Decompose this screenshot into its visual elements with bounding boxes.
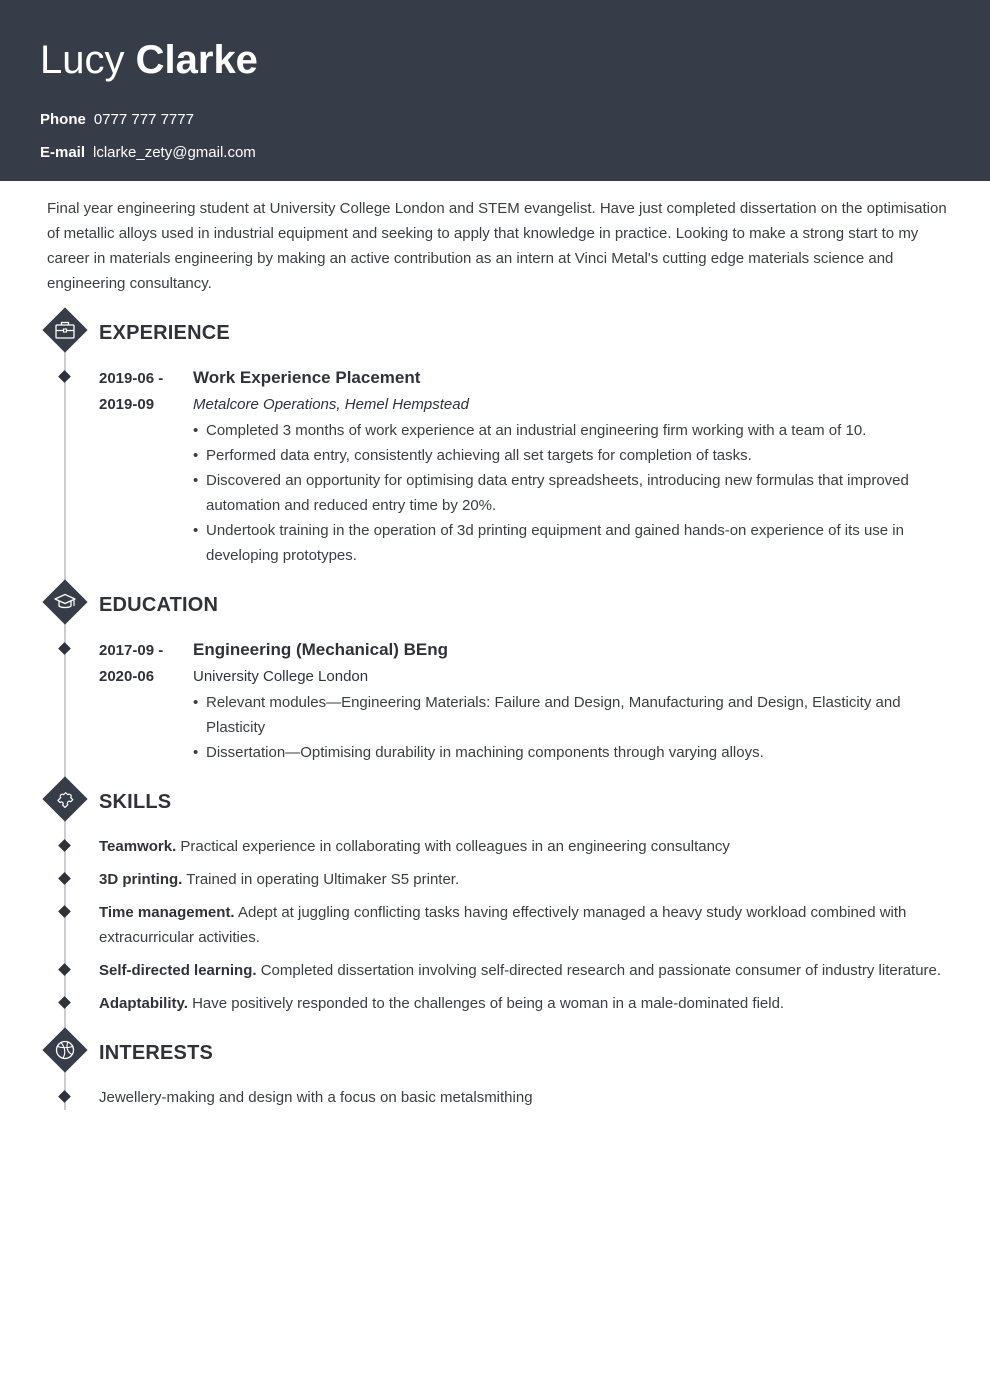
phone-label: Phone bbox=[40, 111, 86, 128]
job-title: Work Experience Placement bbox=[193, 368, 421, 387]
email-label: E-mail bbox=[40, 144, 86, 161]
skill-item bbox=[99, 991, 949, 1016]
list-item: • Performed data entry, consistently achieving all set targets for completion of tasks. bbox=[193, 443, 933, 468]
skill-marker bbox=[58, 872, 71, 885]
resume-header bbox=[0, 0, 990, 181]
education-date bbox=[99, 638, 163, 690]
interest-marker bbox=[58, 1090, 71, 1103]
list-item: • Dissertation—Optimising durability in machining components through varying alloys. bbox=[193, 740, 933, 765]
skill-name: Time management. bbox=[99, 904, 235, 921]
education-bullets bbox=[193, 690, 933, 765]
list-item: • Completed 3 months of work experience at an industrial engineering firm working with a team of 10. bbox=[193, 418, 933, 443]
phone-row bbox=[40, 110, 194, 130]
list-item: • Relevant modules—Engineering Materials: Failure and Design, Manufacturing and Design, Elasticity and Plasticity bbox=[193, 690, 933, 740]
skill-desc: Trained in operating Ultimaker S5 printer. bbox=[186, 871, 460, 888]
date-start: 2019-06 - bbox=[99, 370, 164, 387]
skill-name: Teamwork. bbox=[99, 838, 177, 855]
profile-summary: Final year engineering student at University College London and STEM evangelist. Have just completed dissertation on the optimisation of metallic alloys used in industrial equipment and seeking to apply that knowledge in practice. Looking to make a strong start to my career in materials engineering by making an active contribution as an intern at Vinci Metal's cutting edge materials science and engineering consultancy. bbox=[47, 200, 947, 292]
skills-heading: SKILLS bbox=[99, 791, 172, 813]
skill-desc: Completed dissertation involving self-directed research and passionate consumer of industry literature. bbox=[260, 962, 942, 979]
skill-name: Self-directed learning. bbox=[99, 962, 257, 979]
skill-name: Adaptability. bbox=[99, 995, 188, 1012]
experience-date bbox=[99, 366, 163, 418]
timeline-line bbox=[64, 330, 66, 1110]
email-row bbox=[40, 143, 256, 163]
skill-desc: Adept at juggling conflicting tasks having effectively managed a heavy study workload combined with extracurricular activities. bbox=[99, 904, 907, 946]
date-end: 2020-06 bbox=[99, 668, 155, 685]
experience-heading: EXPERIENCE bbox=[99, 322, 230, 344]
education-heading: EDUCATION bbox=[99, 594, 219, 616]
skill-item bbox=[99, 958, 949, 983]
skill-marker bbox=[58, 963, 71, 976]
experience-bullets bbox=[193, 418, 933, 568]
phone-value[interactable]: 0777 777 7777 bbox=[93, 111, 194, 128]
skill-item bbox=[99, 834, 949, 859]
employer: Metalcore Operations, Hemel Hempstead bbox=[193, 396, 469, 413]
date-end: 2019-09 bbox=[99, 396, 155, 413]
skill-desc: Have positively responded to the challenges of being a woman in a male-dominated field. bbox=[192, 995, 785, 1012]
skill-marker bbox=[58, 905, 71, 918]
email-value[interactable]: lclarke_zety@gmail.com bbox=[93, 144, 256, 161]
list-item: • Undertook training in the operation of 3d printing equipment and gained hands-on experience of its use in developing prototypes. bbox=[193, 518, 933, 568]
skill-desc: Practical experience in collaborating with colleagues in an engineering consultancy bbox=[180, 838, 730, 855]
skill-item bbox=[99, 867, 949, 892]
last-name: Clarke bbox=[135, 38, 258, 82]
skill-marker bbox=[58, 839, 71, 852]
degree-title: Engineering (Mechanical) BEng bbox=[193, 640, 449, 659]
skill-item bbox=[99, 900, 949, 950]
candidate-name bbox=[40, 36, 258, 84]
briefcase-icon bbox=[49, 314, 81, 346]
interests-heading: INTERESTS bbox=[99, 1042, 214, 1064]
skill-name: 3D printing. bbox=[99, 871, 183, 888]
skill-marker bbox=[58, 996, 71, 1009]
interest-item: Jewellery-making and design with a focus on basic metalsmithing bbox=[99, 1089, 533, 1106]
institution: University College London bbox=[193, 668, 369, 685]
graduation-cap-icon bbox=[49, 586, 81, 618]
list-item: • Discovered an opportunity for optimising data entry spreadsheets, introducing new formulas that improved automation and reduced entry time by 20%. bbox=[193, 468, 933, 518]
education-entry-marker bbox=[58, 642, 71, 655]
first-name: Lucy bbox=[40, 38, 125, 82]
experience-entry-marker bbox=[58, 370, 71, 383]
date-start: 2017-09 - bbox=[99, 642, 164, 659]
basketball-icon bbox=[49, 1034, 81, 1066]
puzzle-icon bbox=[49, 783, 81, 815]
